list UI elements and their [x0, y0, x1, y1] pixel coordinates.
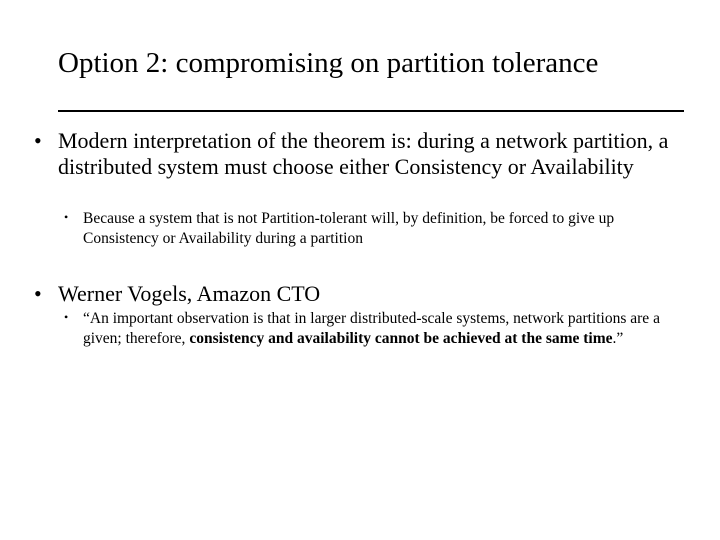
sub-bullet-marker: •: [64, 310, 69, 324]
slide-title: Option 2: compromising on partition tolerance: [58, 47, 599, 79]
quote-text-end: .”: [612, 330, 624, 347]
sub-bullet-text: Because a system that is not Partition-tolerant will, by definition, be forced to give up Consistency or Availability during a partition: [83, 210, 615, 247]
bullet-werner-vogels: [34, 281, 674, 307]
bullet-modern-interpretation: [34, 128, 674, 180]
bullet-text: Modern interpretation of the theorem is: during a network partition, a distributed system must choose either Consistency or Availability: [58, 128, 669, 179]
title-underline: [58, 110, 684, 112]
sub-bullet-marker: •: [64, 210, 69, 224]
quote-text-start: “An important observation is that in larger distributed-scale systems, network partitions are a given; therefore,: [83, 310, 660, 347]
bullet-marker: •: [34, 281, 42, 306]
quote-text-bold: consistency and availability cannot be achieved at the same time: [189, 330, 613, 347]
bullet-marker: •: [34, 128, 42, 153]
sub-bullet-partition-tolerant: [64, 209, 664, 249]
sub-bullet-vogels-quote: [64, 309, 664, 349]
bullet-text: Werner Vogels, Amazon CTO: [58, 281, 321, 306]
